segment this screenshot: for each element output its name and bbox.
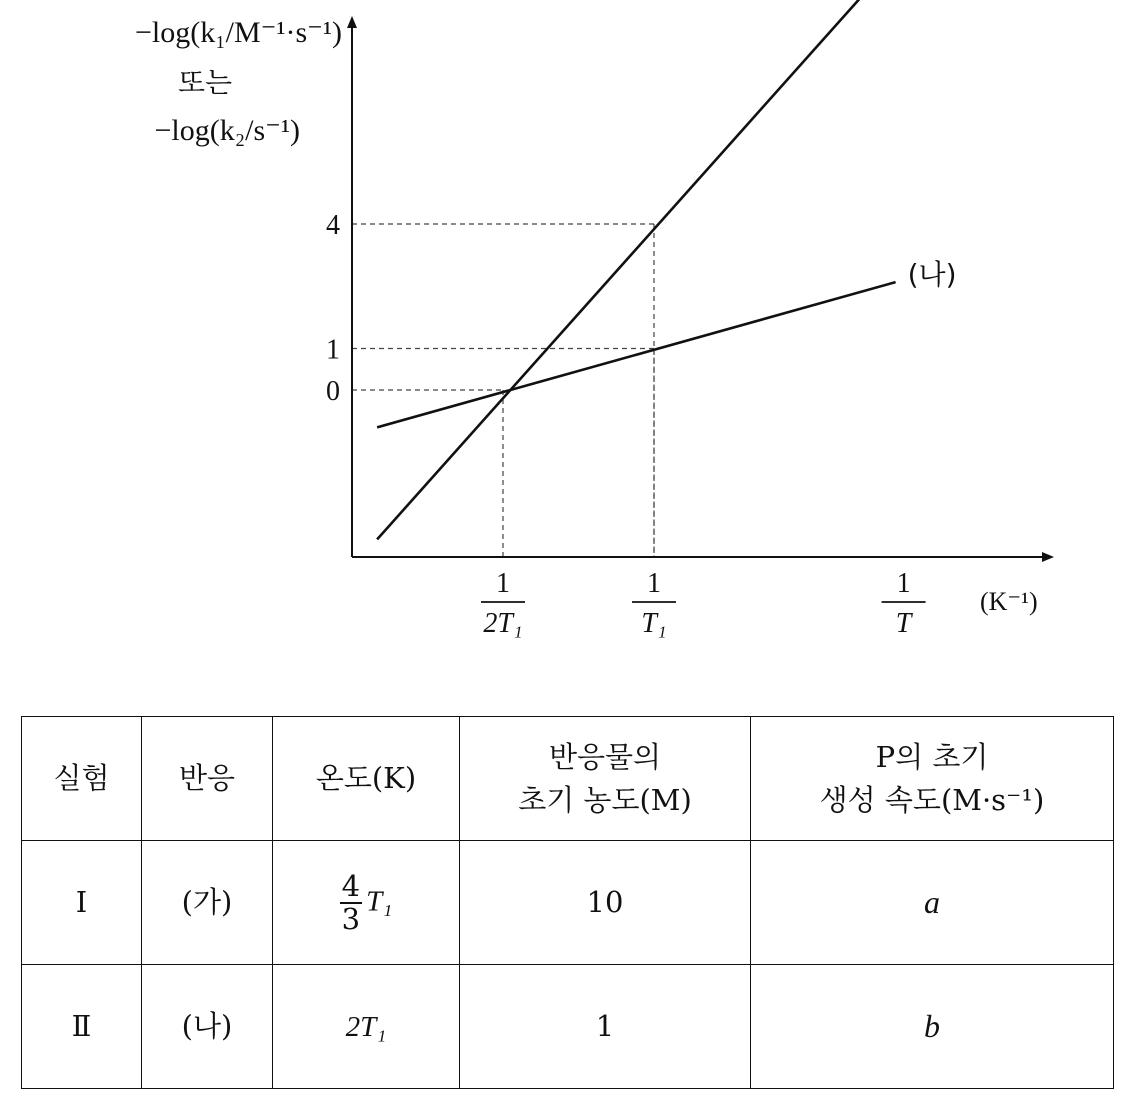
header-initial-rate: P의 초기 생성 속도(M·s⁻¹) (751, 717, 1114, 841)
cell-rate: b (751, 965, 1114, 1089)
cell-temperature: $\frac{4}{3}$ T₁ (273, 841, 460, 965)
x-tick-numerator: 1 (496, 568, 510, 599)
series-label: (나) (907, 258, 957, 292)
series-line (377, 0, 896, 539)
x-tick-denominator: T₁ (641, 608, 667, 639)
y-axis-label-line2: 또는 (177, 66, 233, 99)
y-tick-label: 1 (326, 334, 340, 366)
cell-concentration: 1 (460, 965, 751, 1089)
series-line (377, 282, 896, 427)
table-header-row (22, 717, 1114, 841)
y-axis-label-line3: −log(k₂/s⁻¹) (154, 114, 300, 147)
cell-experiment: Ⅱ (22, 965, 142, 1089)
cell-temperature: 2T₁ (273, 965, 460, 1089)
experiment-table (21, 716, 1114, 1089)
y-tick-label: 4 (326, 210, 340, 241)
x-tick-labels (481, 568, 926, 639)
x-tick-label (882, 568, 926, 639)
cell-reaction: (가) (142, 841, 273, 965)
cell-concentration: 10 (460, 841, 751, 965)
x-tick-label (481, 568, 525, 639)
x-tick-denominator: T (895, 608, 912, 639)
header-initial-concentration: 반응물의 초기 농도(M) (460, 717, 751, 841)
header-reaction: 반응 (142, 717, 273, 841)
cell-rate: a (751, 841, 1114, 965)
x-tick-numerator: 1 (896, 568, 911, 599)
series-lines (377, 0, 896, 539)
y-axis-label-line1: −log(k₁/M⁻¹·s⁻¹) (134, 16, 342, 49)
y-tick-labels (326, 210, 340, 407)
cell-experiment: Ⅰ (22, 841, 142, 965)
y-tick-label: 0 (326, 376, 340, 407)
header-experiment: 실험 (22, 717, 142, 841)
x-axis-unit: (K⁻¹) (980, 587, 1038, 616)
cell-reaction: (나) (142, 965, 273, 1089)
temperature-fraction: $\frac{4}{3}$ (341, 869, 361, 936)
series-labels (908, 0, 957, 291)
x-tick-denominator: 2T₁ (483, 608, 523, 639)
x-tick-numerator: 1 (647, 568, 661, 599)
table-row (22, 841, 1114, 965)
guide-lines (352, 224, 654, 557)
header-temperature: 온도(K) (273, 717, 460, 841)
table-row (22, 965, 1114, 1089)
x-tick-label (632, 568, 676, 639)
